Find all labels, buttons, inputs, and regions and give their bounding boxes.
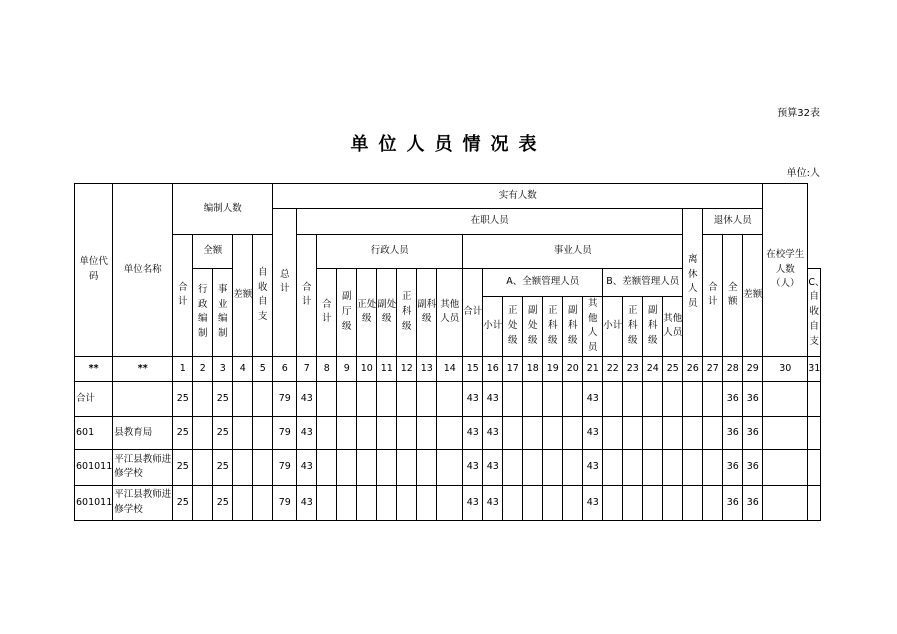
header-b-xiaoji: 小计 [603,297,623,357]
cell-col-10 [357,449,377,485]
cell-col-24 [643,485,663,520]
cell-col-22 [603,381,623,416]
column-number: 17 [503,356,523,381]
cell-col-20 [563,485,583,520]
cell-col-1: 25 [173,449,193,485]
column-number: 15 [463,356,483,381]
cell-col-23 [623,449,643,485]
cell-col-15: 43 [463,381,483,416]
cell-col-21: 43 [583,485,603,520]
cell-col-21: 43 [583,449,603,485]
cell-col-17 [503,381,523,416]
cell-col-30 [763,381,808,416]
cell-col-6: 79 [273,416,297,449]
cell-unit-name: 平江县教师进修学校 [113,449,173,485]
header-c-zishou: C、自收自支 [808,269,821,357]
cell-col-11 [377,381,397,416]
header-a-qita: 其他人员 [583,297,603,357]
cell-col-17 [503,485,523,520]
header-b-qita: 其他人员 [663,297,683,357]
cell-col-28: 36 [723,449,743,485]
cell-col-29: 36 [743,485,763,520]
cell-col-14 [437,416,463,449]
cell-col-31 [808,381,821,416]
cell-col-6: 79 [273,449,297,485]
cell-col-25 [663,381,683,416]
column-number: ** [113,356,173,381]
header-sy-heji: 合计 [463,269,483,357]
header-tx-quane: 全额 [723,235,743,357]
cell-col-27 [703,416,723,449]
header-bz-heji: 合计 [173,235,193,357]
cell-col-21: 43 [583,416,603,449]
cell-col-28: 36 [723,485,743,520]
table-row [75,449,821,485]
cell-col-13 [417,416,437,449]
cell-col-3: 25 [213,485,233,520]
column-number: 27 [703,356,723,381]
column-number: 11 [377,356,397,381]
cell-col-28: 36 [723,416,743,449]
cell-col-18 [523,485,543,520]
header-bianzhi: 编制人数 [173,184,273,235]
header-b-chae: B、差额管理人员 [603,269,683,297]
cell-col-9 [337,381,357,416]
cell-col-19 [543,416,563,449]
column-number: 10 [357,356,377,381]
cell-col-11 [377,485,397,520]
cell-col-8 [317,416,337,449]
header-shiye-bianzhi: 事业编制 [213,269,233,357]
cell-col-5 [253,416,273,449]
column-number: 21 [583,356,603,381]
column-number: 30 [763,356,808,381]
cell-col-19 [543,449,563,485]
header-xz-heji: 合计 [317,269,337,357]
cell-col-2 [193,485,213,520]
unit-label: 单位:人 [786,168,820,179]
column-number: 24 [643,356,663,381]
cell-col-13 [417,381,437,416]
cell-unit-code: 601011 [75,449,113,485]
cell-col-23 [623,416,643,449]
cell-col-16: 43 [483,416,503,449]
cell-col-2 [193,381,213,416]
cell-col-14 [437,449,463,485]
cell-col-29: 36 [743,416,763,449]
cell-col-9 [337,449,357,485]
cell-col-22 [603,416,623,449]
cell-col-22 [603,449,623,485]
cell-col-1: 25 [173,416,193,449]
cell-col-7: 43 [297,416,317,449]
cell-col-10 [357,381,377,416]
cell-col-5 [253,381,273,416]
header-tx-chae: 差额 [743,235,763,357]
table-row [75,416,821,449]
cell-col-18 [523,416,543,449]
column-number: 8 [317,356,337,381]
cell-col-25 [663,449,683,485]
header-xingzheng-bianzhi: 行政编制 [193,269,213,357]
cell-col-27 [703,449,723,485]
column-number: 5 [253,356,273,381]
header-zaixiao: 在校学生人数（人） [763,184,808,357]
cell-col-21: 43 [583,381,603,416]
header-a-fu-ke: 副科级 [563,297,583,357]
cell-col-6: 79 [273,381,297,416]
cell-col-18 [523,449,543,485]
header-zongji: 总计 [273,209,297,357]
personnel-table [74,183,825,521]
cell-col-9 [337,485,357,520]
header-a-zheng-ke: 正科级 [543,297,563,357]
column-number: 23 [623,356,643,381]
cell-col-15: 43 [463,485,483,520]
cell-col-23 [623,381,643,416]
header-fu-ke: 副科级 [417,269,437,357]
header-zz-heji: 合计 [297,235,317,357]
column-number: 3 [213,356,233,381]
cell-col-31 [808,485,821,520]
cell-col-10 [357,416,377,449]
cell-col-4 [233,416,253,449]
cell-col-8 [317,449,337,485]
cell-col-24 [643,416,663,449]
cell-col-24 [643,381,663,416]
column-number: 29 [743,356,763,381]
header-zheng-ke: 正科级 [397,269,417,357]
cell-col-16: 43 [483,381,503,416]
cell-col-27 [703,485,723,520]
header-unit-code: 单位代码 [75,184,113,357]
column-number: 31 [808,356,821,381]
cell-col-11 [377,449,397,485]
cell-col-2 [193,416,213,449]
cell-col-26 [683,416,703,449]
header-bz-quane: 全额 [193,235,233,269]
header-a-xiaoji: 小计 [483,297,503,357]
header-a-zheng-chu: 正处级 [503,297,523,357]
cell-col-1: 25 [173,485,193,520]
cell-col-8 [317,381,337,416]
cell-col-28: 36 [723,381,743,416]
cell-col-3: 25 [213,381,233,416]
cell-col-16: 43 [483,449,503,485]
cell-col-12 [397,381,417,416]
column-number: 19 [543,356,563,381]
cell-unit-code: 601 [75,416,113,449]
cell-col-22 [603,485,623,520]
cell-col-7: 43 [297,449,317,485]
cell-col-31 [808,449,821,485]
cell-unit-name: 县教育局 [113,416,173,449]
cell-col-15: 43 [463,416,483,449]
header-unit-name: 单位名称 [113,184,173,357]
header-a-quane: A、全额管理人员 [483,269,603,297]
column-number: 14 [437,356,463,381]
column-number: 12 [397,356,417,381]
cell-col-19 [543,485,563,520]
cell-col-17 [503,449,523,485]
cell-col-7: 43 [297,381,317,416]
column-number: ** [75,356,113,381]
cell-unit-code: 601011 [75,485,113,520]
cell-col-27 [703,381,723,416]
cell-col-3: 25 [213,449,233,485]
header-bz-chae: 差额 [233,235,253,357]
column-number: 20 [563,356,583,381]
cell-col-13 [417,485,437,520]
header-shiyou: 实有人数 [273,184,763,209]
column-number: 7 [297,356,317,381]
cell-col-30 [763,485,808,520]
header-b-zheng-ke: 正科级 [623,297,643,357]
cell-col-11 [377,416,397,449]
page-title: 单位人员情况表 [350,134,547,155]
cell-col-1: 25 [173,381,193,416]
cell-unit-name: 平江县教师进修学校 [113,485,173,520]
cell-col-26 [683,381,703,416]
header-fu-chu: 副处级 [377,269,397,357]
cell-col-20 [563,381,583,416]
header-tuixiu: 退休人员 [703,209,763,235]
cell-col-6: 79 [273,485,297,520]
header-lixiu: 离休人员 [683,209,703,357]
header-zheng-chu: 正处级 [357,269,377,357]
header-zaizhi: 在职人员 [297,209,683,235]
cell-col-5 [253,485,273,520]
cell-unit-name [113,381,173,416]
cell-col-16: 43 [483,485,503,520]
column-number: 18 [523,356,543,381]
header-xz-qita: 其他人员 [437,269,463,357]
cell-col-3: 25 [213,416,233,449]
cell-col-30 [763,416,808,449]
cell-col-25 [663,485,683,520]
column-number: 25 [663,356,683,381]
cell-col-23 [623,485,643,520]
table-row [75,485,821,520]
cell-col-4 [233,449,253,485]
cell-col-18 [523,381,543,416]
cell-col-9 [337,416,357,449]
cell-col-8 [317,485,337,520]
header-b-fu-ke: 副科级 [643,297,663,357]
cell-col-24 [643,449,663,485]
cell-col-14 [437,485,463,520]
cell-col-15: 43 [463,449,483,485]
header-fu-ting: 副厅级 [337,269,357,357]
column-number: 28 [723,356,743,381]
column-number: 2 [193,356,213,381]
column-number: 26 [683,356,703,381]
header-shiye-renyuan: 事业人员 [463,235,683,269]
cell-col-4 [233,485,253,520]
cell-col-13 [417,449,437,485]
cell-unit-code: 合计 [75,381,113,416]
cell-col-26 [683,449,703,485]
cell-col-10 [357,485,377,520]
cell-col-4 [233,381,253,416]
column-number: 1 [173,356,193,381]
cell-col-19 [543,381,563,416]
column-number: 4 [233,356,253,381]
table-number: 预算32表 [777,108,820,119]
cell-col-12 [397,485,417,520]
cell-col-26 [683,485,703,520]
cell-col-14 [437,381,463,416]
column-number: 6 [273,356,297,381]
cell-col-29: 36 [743,449,763,485]
column-number: 9 [337,356,357,381]
cell-col-2 [193,449,213,485]
cell-col-17 [503,416,523,449]
table-row [75,381,821,416]
cell-col-12 [397,416,417,449]
cell-col-7: 43 [297,485,317,520]
cell-col-25 [663,416,683,449]
cell-col-29: 36 [743,381,763,416]
header-xingzheng-renyuan: 行政人员 [317,235,463,269]
cell-col-30 [763,449,808,485]
cell-col-31 [808,416,821,449]
cell-col-20 [563,449,583,485]
cell-col-5 [253,449,273,485]
column-number: 13 [417,356,437,381]
column-number: 16 [483,356,503,381]
column-number-row [75,356,821,381]
cell-col-12 [397,449,417,485]
cell-col-20 [563,416,583,449]
header-a-fu-chu: 副处级 [523,297,543,357]
column-number: 22 [603,356,623,381]
header-bz-zishou: 自收自支 [253,235,273,357]
header-tx-heji: 合计 [703,235,723,357]
